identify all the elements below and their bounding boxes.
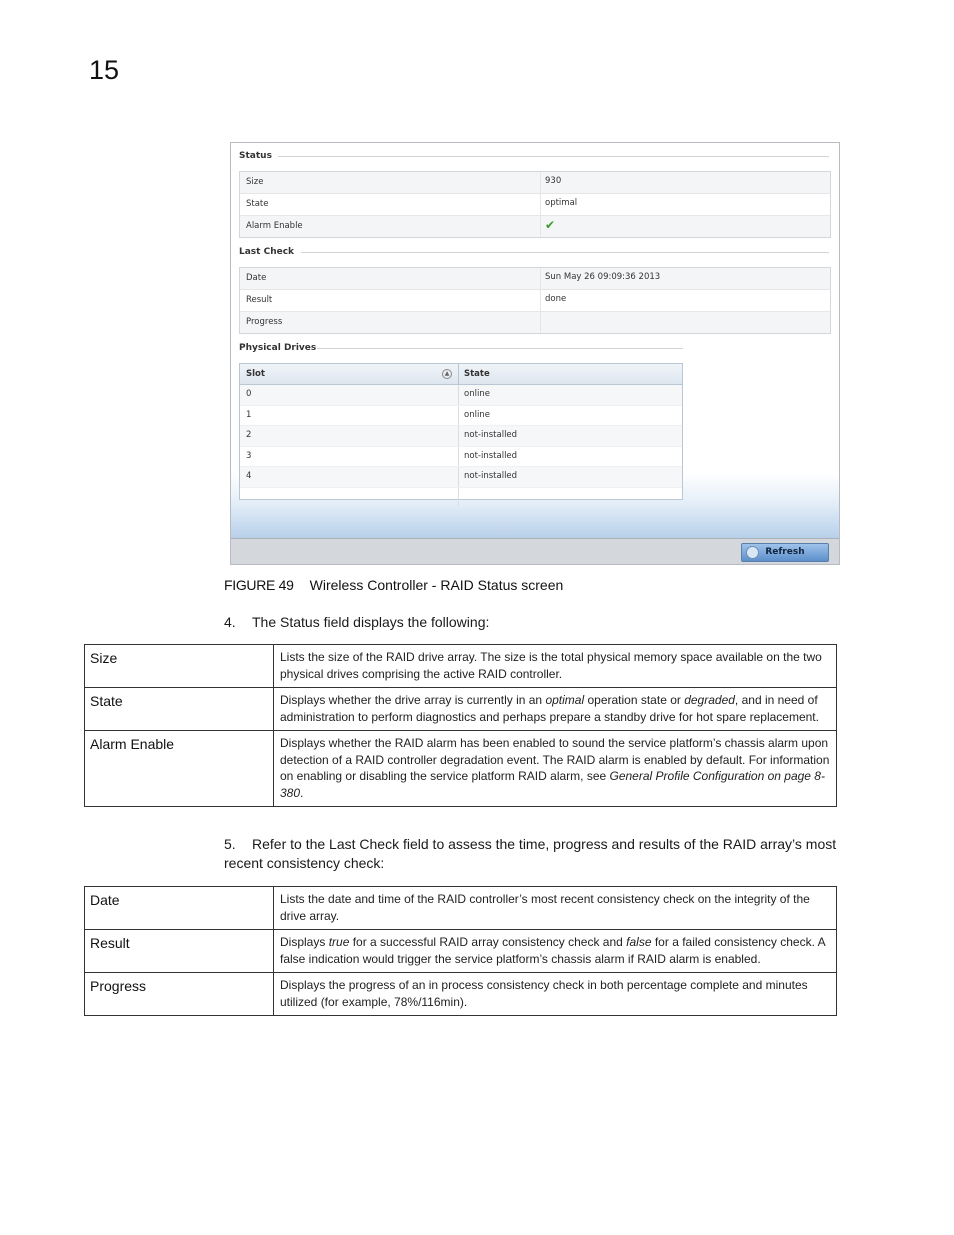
step-number: 5. [224, 836, 236, 852]
status-label: State [240, 194, 541, 215]
section-divider [278, 156, 829, 157]
status-label: Alarm Enable [240, 216, 541, 237]
status-value: 930 [545, 176, 562, 186]
last-check-table [239, 267, 831, 334]
text-run: for a successful RAID array consistency check and [349, 935, 627, 949]
text-run: , and in need of administration to perform diagnostics and perhaps prepare a standby drive for hot spare replacement. [280, 693, 819, 724]
status-row-state [240, 194, 830, 216]
field-name: Last Check [329, 836, 400, 852]
refresh-icon [746, 546, 759, 559]
drive-slot: 0 [240, 385, 459, 405]
description-cell: Lists the size of the RAID drive array. The size is the total physical memory space available on the two physical drives comprising the active RAID controller. [274, 645, 837, 688]
status-row-size [240, 172, 830, 194]
table-row [85, 731, 837, 807]
text-run: Displays whether the drive array is currently in an [280, 693, 546, 707]
text-run: Displays whether the RAID alarm has been enabled to sound the service platform’s chassis alarm upon detection of a RAID controller degradation event. The RAID alarm is enabled by default. For information on enabling or disabling the service platform RAID alarm, see [280, 736, 830, 783]
sort-ascending-icon[interactable]: ▲ [442, 369, 452, 379]
italic-run: true [328, 935, 350, 949]
step-text-post: field displays the following: [319, 614, 490, 630]
status-field-table [84, 644, 837, 807]
slot-column-header[interactable] [240, 364, 459, 384]
term-cell: Result [85, 930, 274, 973]
step-text-post: field to assess the time, progress and results of the RAID array’s most recent consistency check: [224, 836, 837, 871]
term-cell: Size [85, 645, 274, 688]
italic-run: optimal [545, 693, 585, 707]
table-row [85, 645, 837, 688]
state-column-header[interactable]: State [464, 369, 490, 379]
slot-header-label: Slot [246, 369, 265, 379]
chapter-number: 15 [89, 55, 120, 85]
term-cell: State [85, 688, 274, 731]
drive-state: online [464, 409, 490, 420]
status-row-alarm-enable [240, 216, 830, 237]
drive-row[interactable] [240, 447, 682, 468]
last-check-label: Date [240, 268, 541, 289]
text-run: operation state or [584, 693, 685, 707]
section-divider [317, 348, 683, 349]
step-text-pre: The [252, 614, 281, 630]
physical-drives-section-title: Physical Drives [239, 343, 317, 353]
text-run: Displays [280, 935, 329, 949]
description-cell [274, 731, 837, 807]
last-check-value [541, 312, 830, 333]
status-table [239, 171, 831, 238]
last-check-row-date [240, 268, 830, 290]
drive-state: online [464, 389, 490, 399]
panel-footer [231, 538, 839, 565]
section-divider [301, 252, 829, 253]
drive-row[interactable] [240, 406, 682, 427]
step-5 [224, 835, 874, 873]
description-cell: Displays the progress of an in process consistency check in both percentage complete and minutes utilized (for example, 78%/116min). [274, 973, 837, 1016]
drive-row[interactable] [240, 385, 682, 406]
figure-label: FIGURE 49 [224, 577, 294, 593]
text-run: for a failed consistency check. A false indication would trigger the service platform’s chassis alarm if RAID alarm is enabled. [280, 935, 825, 966]
step-text-pre: Refer to the [252, 836, 330, 852]
text-run: . [300, 785, 304, 800]
table-row [85, 930, 837, 973]
drive-state: not-installed [464, 450, 518, 461]
status-value: optimal [545, 198, 578, 208]
last-check-row-result [240, 290, 830, 312]
drive-slot: 4 [240, 467, 459, 487]
raid-status-panel [231, 143, 839, 538]
description-cell: Lists the date and time of the RAID controller’s most recent consistency check on the integrity of the drive array. [274, 887, 837, 930]
description-cell [274, 688, 837, 731]
raid-status-screenshot [230, 142, 840, 565]
table-row [85, 887, 837, 930]
status-section-title: Status [239, 151, 272, 161]
status-label: Size [240, 172, 541, 193]
drive-state: not-installed [464, 471, 518, 481]
figure-title: Wireless Controller - RAID Status screen [309, 577, 564, 593]
table-row [85, 973, 837, 1016]
grid-empty-space [240, 488, 682, 506]
last-check-row-progress [240, 312, 830, 333]
step-4 [224, 613, 874, 632]
last-check-section-title: Last Check [239, 247, 295, 257]
drive-slot: 2 [240, 426, 459, 446]
last-check-label: Result [240, 290, 541, 311]
italic-run: degraded [684, 693, 735, 707]
field-name: Status [280, 614, 320, 630]
cross-reference-link[interactable]: General Profile Configuration on page 8-380 [280, 769, 825, 800]
last-check-value: done [545, 294, 567, 304]
term-cell: Alarm Enable [85, 731, 274, 807]
refresh-button[interactable] [741, 543, 829, 562]
last-check-label: Progress [240, 312, 541, 333]
drive-slot: 3 [240, 447, 459, 467]
drive-state: not-installed [464, 430, 518, 440]
grid-header [240, 364, 682, 385]
drive-slot: 1 [240, 406, 459, 426]
refresh-button-label: Refresh [765, 547, 805, 557]
italic-run: false [626, 935, 652, 949]
drive-row[interactable] [240, 426, 682, 447]
table-row [85, 688, 837, 731]
step-number: 4. [224, 614, 236, 630]
last-check-field-table [84, 886, 837, 1016]
description-cell [274, 930, 837, 973]
status-value [541, 216, 830, 237]
term-cell: Date [85, 887, 274, 930]
figure-caption [224, 577, 563, 593]
drive-row[interactable] [240, 467, 682, 488]
physical-drives-grid [239, 363, 683, 500]
term-cell: Progress [85, 973, 274, 1016]
last-check-value: Sun May 26 09:09:36 2013 [545, 272, 661, 282]
checkmark-icon: ✔ [545, 218, 556, 232]
